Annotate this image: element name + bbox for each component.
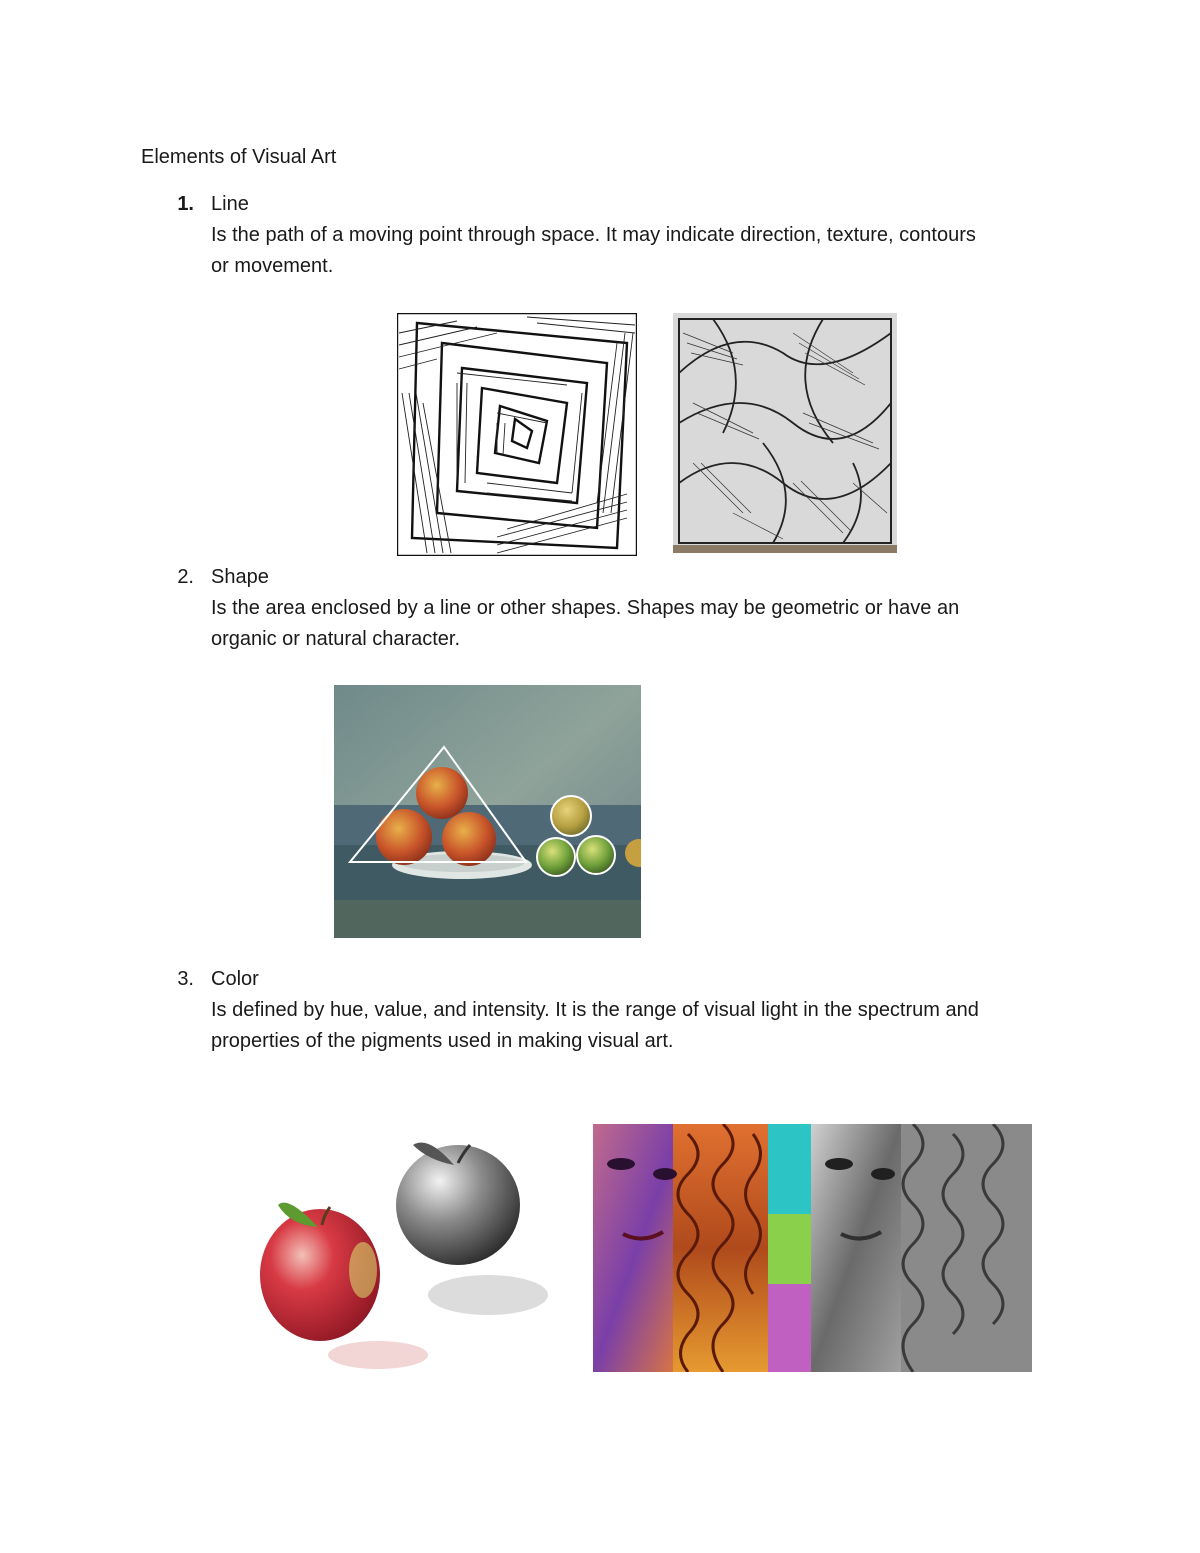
item-description-shape-cont: organic or natural character. bbox=[211, 628, 461, 650]
item-number-color: 3. bbox=[177, 968, 194, 990]
item-description-color-cont: properties of the pigments used in making visual art. bbox=[211, 1030, 674, 1052]
item-number-shape: 2. bbox=[177, 566, 194, 588]
item-heading-shape: Shape bbox=[211, 566, 269, 588]
item-description-shape: Is the area enclosed by a line or other shapes. Shapes may be geometric or have an bbox=[211, 597, 960, 619]
item-number-line: 1. bbox=[177, 193, 194, 215]
color-portrait-image bbox=[593, 1124, 1032, 1372]
document-title: Elements of Visual Art bbox=[141, 146, 337, 168]
item-heading-line: Line bbox=[211, 193, 249, 215]
color-apples-image bbox=[258, 1135, 563, 1375]
line-art-curves-image bbox=[673, 313, 897, 553]
item-description-line: Is the path of a moving point through space. It may indicate direction, texture, contours bbox=[211, 224, 976, 246]
item-description-line-cont: or movement. bbox=[211, 255, 334, 277]
line-art-spiral-image bbox=[397, 313, 637, 556]
shape-still-life-painting bbox=[334, 685, 641, 938]
item-heading-color: Color bbox=[211, 968, 259, 990]
item-description-color: Is defined by hue, value, and intensity. It is the range of visual light in the spectrum and bbox=[211, 999, 979, 1021]
